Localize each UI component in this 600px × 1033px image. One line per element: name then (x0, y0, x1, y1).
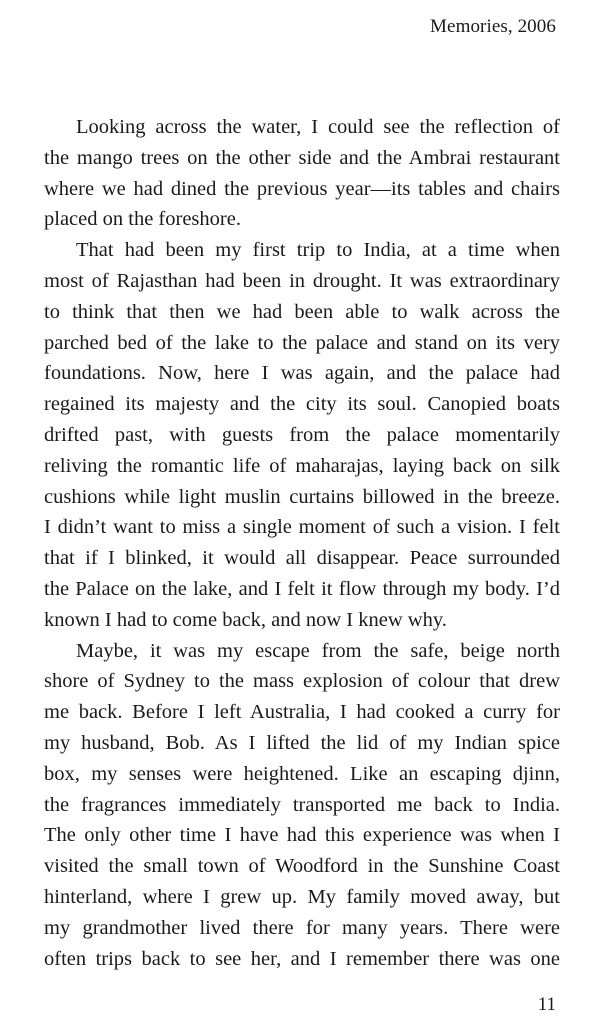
text-line: Maybe, it was my escape from the safe, beige north (76, 639, 560, 662)
running-head: Memories, 2006 (430, 16, 556, 37)
text-line: That had been my first trip to India, at a time when (76, 239, 560, 262)
text-line: the fragrances immediately transported me back to India. (44, 793, 560, 816)
text-line: me back. Before I left Australia, I had cooked a curry for (44, 701, 560, 724)
text-line: Looking across the water, I could see the reflection of (76, 116, 560, 138)
text-line: the mango trees on the other side and the Ambrai restaurant (44, 146, 560, 169)
text-line: placed on the foreshore. (44, 208, 241, 231)
page-number: 11 (537, 994, 556, 1015)
text-line: hinterland, where I grew up. My family moved away, but (44, 885, 560, 908)
text-line: my grandmother lived there for many years. There were (44, 916, 560, 939)
text-line: visited the small town of Woodford in the Sunshine Coast (44, 855, 560, 878)
text-line: often trips back to see her, and I remember there was one (44, 947, 560, 970)
text-line: my husband, Bob. As I lifted the lid of my Indian spice (44, 731, 560, 754)
body-text (44, 112, 560, 974)
text-line: most of Rajasthan had been in drought. It was extraordinary (44, 269, 560, 292)
text-line: box, my senses were heightened. Like an escaping djinn, (44, 762, 560, 785)
text-line: regained its majesty and the city its soul. Canopied boats (44, 393, 560, 416)
text-line: where we had dined the previous year—its tables and chairs (44, 177, 560, 200)
text-line: parched bed of the lake to the palace and stand on its very (44, 331, 560, 354)
text-line: The only other time I have had this experience was when I (44, 824, 560, 847)
text-line: cushions while light muslin curtains billowed in the breeze. (44, 485, 560, 508)
text-line: I didn’t want to miss a single moment of such a vision. I felt (44, 516, 560, 539)
text-line: drifted past, with guests from the palace momentarily (44, 423, 560, 446)
text-line: reliving the romantic life of maharajas, laying back on silk (44, 454, 560, 477)
text-line: to think that then we had been able to walk across the (44, 300, 560, 323)
text-line: foundations. Now, here I was again, and the palace had (44, 362, 560, 385)
text-line: the Palace on the lake, and I felt it flow through my body. I’d (44, 577, 560, 600)
text-line: known I had to come back, and now I knew why. (44, 608, 447, 631)
text-line: shore of Sydney to the mass explosion of colour that drew (44, 670, 560, 693)
text-line: that if I blinked, it would all disappear. Peace surrounded (44, 547, 560, 570)
